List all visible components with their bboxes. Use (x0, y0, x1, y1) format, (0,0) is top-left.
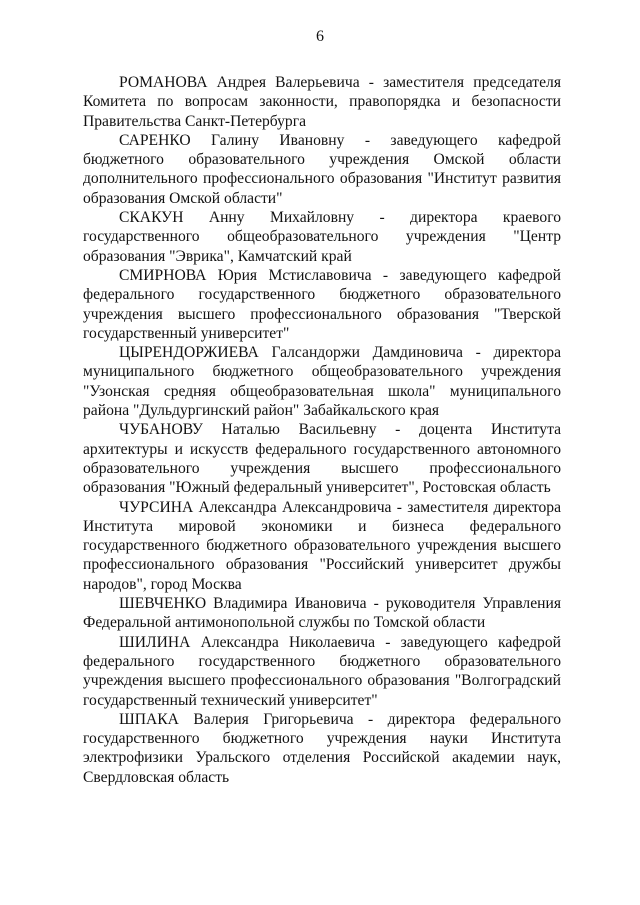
award-entry-sarenko: САРЕНКО Галину Ивановну - заведующего кафедрой бюджетного образовательного учреждения Омской области дополнительного профессионального образования "Институт развития образования Омской области" (83, 131, 561, 207)
document-body (83, 73, 561, 787)
award-entry-chursin: ЧУРСИНА Александра Александровича - заместителя директора Института мировой экономики и бизнеса федерального государственного бюджетного образовательного учреждения высшего профессионального образования "Российский университет дружбы народов", город Москва (83, 498, 561, 593)
award-entry-tsyrendorzhiev: ЦЫРЕНДОРЖИЕВА Галсандоржи Дамдиновича - директора муниципального бюджетного общеобразовательного учреждения "Узонская средняя общеобразовательная школа" муниципального района "Дульдургинский район" Забайкальского края (83, 344, 561, 420)
page-number: 6 (316, 28, 324, 45)
award-entry-shpak: ШПАКА Валерия Григорьевича - директора федерального государственного бюджетного учреждения науки Института электрофизики Уральского отделения Российской академии наук, Свердловская область (83, 710, 561, 786)
award-entry-shilin: ШИЛИНА Александра Николаевича - заведующего кафедрой федерального государственного бюджетного образовательного учреждения высшего профессионального образования "Волгоградский государственный технический университет" (83, 633, 561, 709)
award-entry-smirnov: СМИРНОВА Юрия Мстиславовича - заведующего кафедрой федерального государственного бюджетного образовательного учреждения высшего профессионального образования "Тверской государственный университет" (83, 266, 561, 342)
award-entry-romanov: РОМАНОВА Андрея Валерьевича - заместителя председателя Комитета по вопросам законности, правопорядка и безопасности Правительства Санкт-Петербурга (83, 74, 561, 130)
award-entry-chubanova: ЧУБАНОВУ Наталью Васильевну - доцента Института архитектуры и искусств федерального государственного автономного образовательного учреждения высшего профессионального образования "Южный федеральный университет", Ростовская область (83, 421, 561, 497)
award-entry-shevchenko: ШЕВЧЕНКО Владимира Ивановича - руководителя Управления Федеральной антимонопольной службы по Томской области (83, 595, 561, 632)
award-entry-skakun: СКАКУН Анну Михайловну - директора краевого государственного общеобразовательного учреждения "Центр образования "Эврика", Камчатский край (83, 209, 561, 265)
